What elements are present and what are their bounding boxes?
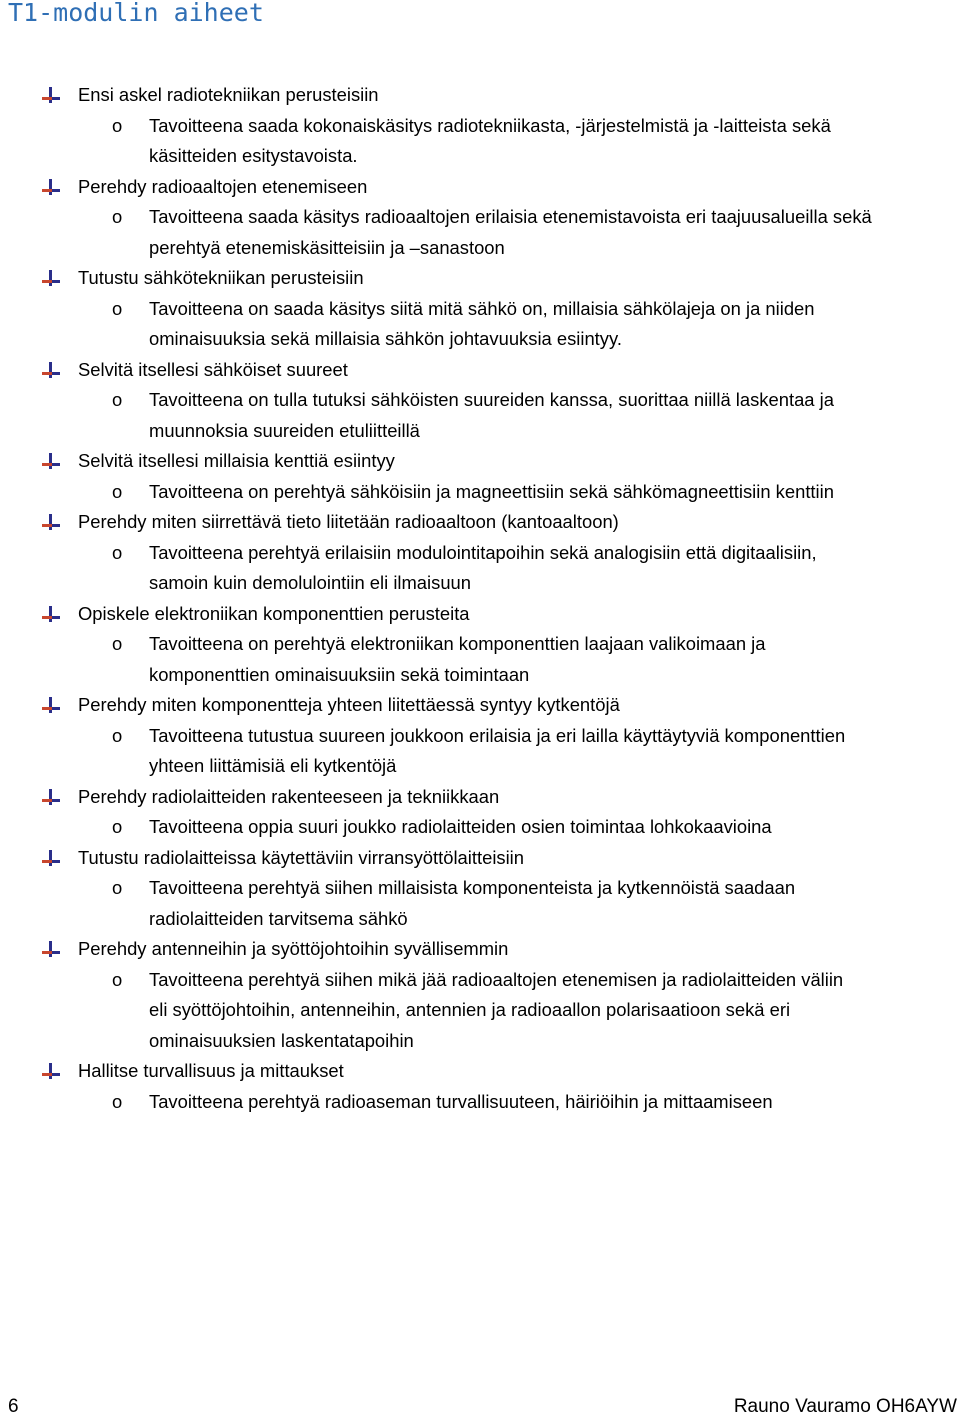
arrow-bullet-icon xyxy=(42,606,60,622)
sub-bullet-marker: o xyxy=(112,633,123,654)
topic-heading xyxy=(0,355,960,386)
topic-item xyxy=(0,782,960,843)
topic-heading xyxy=(0,172,960,203)
arrow-bullet-icon xyxy=(42,87,60,103)
topic-description xyxy=(0,812,960,843)
description-line: komponenttien ominaisuuksiin sekä toimintaan xyxy=(149,663,530,685)
sub-bullet-marker: o xyxy=(112,297,123,319)
arrow-bullet-icon xyxy=(42,789,60,805)
page-title: T1-modulin aiheet xyxy=(8,0,264,27)
topic-description xyxy=(0,1087,960,1118)
topic-heading-text: Perehdy radiolaitteiden rakenteeseen ja tekniikkaan xyxy=(78,785,500,807)
sub-bullet-marker: o xyxy=(112,206,123,227)
topic-item xyxy=(0,355,960,447)
arrow-bullet-icon xyxy=(42,941,60,957)
topic-heading-text: Perehdy radioaaltojen etenemiseen xyxy=(78,175,368,197)
sub-bullet-marker: o xyxy=(112,389,123,410)
topic-heading-text: Tutustu radiolaitteissa käytettäviin virransyöttölaitteisiin xyxy=(78,846,524,868)
topic-item xyxy=(0,263,960,355)
sub-bullet-marker: o xyxy=(112,1090,123,1112)
topic-heading xyxy=(0,599,960,630)
description-line: ominaisuuksia sekä millaisia sähkön johtavuuksia esiintyy. xyxy=(149,328,622,349)
topic-description xyxy=(0,721,960,782)
arrow-bullet-icon xyxy=(42,453,60,469)
topic-description xyxy=(0,111,960,172)
topic-description xyxy=(0,294,960,355)
description-line: Tavoitteena on tulla tutuksi sähköisten suureiden kanssa, suorittaa niillä laskentaa ja xyxy=(149,389,834,410)
topic-description xyxy=(0,385,960,446)
arrow-bullet-icon xyxy=(42,179,60,195)
description-line: ominaisuuksien laskentatapoihin xyxy=(149,1029,414,1051)
description-line: Tavoitteena perehtyä radioaseman turvallisuuteen, häiriöihin ja mittaamiseen xyxy=(149,1090,773,1112)
description-line: muunnoksia suureiden etuliitteillä xyxy=(149,419,420,441)
topic-item xyxy=(0,80,960,172)
topic-description xyxy=(0,477,960,508)
topic-item xyxy=(0,599,960,691)
topic-item xyxy=(0,934,960,1056)
topic-item xyxy=(0,690,960,782)
description-line: Tavoitteena oppia suuri joukko radiolaitteiden osien toimintaa lohkokaavioina xyxy=(149,816,772,837)
arrow-bullet-icon xyxy=(42,270,60,286)
topic-item xyxy=(0,843,960,935)
page-number: 6 xyxy=(8,1396,19,1417)
topic-heading xyxy=(0,1056,960,1087)
topic-heading xyxy=(0,80,960,111)
topic-description xyxy=(0,873,960,934)
description-line: eli syöttöjohtoihin, antenneihin, antennien ja radioaallon polarisaatioon sekä eri xyxy=(149,999,791,1020)
description-line: yhteen liittämisiä eli kytkentöjä xyxy=(149,755,397,776)
topic-heading xyxy=(0,690,960,721)
topic-heading-text: Perehdy antenneihin ja syöttöjohtoihin syvällisemmin xyxy=(78,938,509,959)
sub-bullet-marker: o xyxy=(112,114,123,136)
arrow-bullet-icon xyxy=(42,362,60,378)
topic-heading-text: Selvitä itsellesi millaisia kenttiä esiintyy xyxy=(78,450,395,471)
description-line: Tavoitteena tutustua suureen joukkoon erilaisia ja eri lailla käyttäytyviä komponenttien xyxy=(149,724,846,746)
arrow-bullet-icon xyxy=(42,850,60,866)
topic-description xyxy=(0,202,960,263)
topic-heading xyxy=(0,507,960,538)
sub-bullet-marker: o xyxy=(112,877,123,898)
topic-heading-text: Selvitä itsellesi sähköiset suureet xyxy=(78,358,348,380)
topic-heading xyxy=(0,782,960,813)
description-line: perehtyä etenemiskäsitteisiin ja –sanastoon xyxy=(149,236,505,258)
arrow-bullet-icon xyxy=(42,514,60,530)
topic-heading xyxy=(0,934,960,965)
topic-description xyxy=(0,965,960,1057)
topic-item xyxy=(0,1056,960,1117)
description-line: Tavoitteena on perehtyä sähköisiin ja magneettisiin sekä sähkömagneettisiin kenttiin xyxy=(149,480,834,502)
topic-heading-text: Ensi askel radiotekniikan perusteisiin xyxy=(78,84,379,105)
description-line: Tavoitteena saada kokonaiskäsitys radiotekniikasta, -järjestelmistä ja -laitteista sekä xyxy=(149,114,831,136)
description-line: Tavoitteena on perehtyä elektroniikan komponenttien laajaan valikoimaan ja xyxy=(149,633,766,654)
description-line: radiolaitteiden tarvitsema sähkö xyxy=(149,907,408,929)
footer-author: Rauno Vauramo OH6AYW xyxy=(733,1396,957,1417)
description-line: Tavoitteena saada käsitys radioaaltojen erilaisia etenemistavoista eri taajuusalueilla sekä xyxy=(149,206,872,227)
topic-list xyxy=(0,80,960,1117)
topic-heading-text: Opiskele elektroniikan komponenttien perusteita xyxy=(78,602,470,624)
topic-description xyxy=(0,538,960,599)
sub-bullet-marker: o xyxy=(112,541,123,563)
topic-heading xyxy=(0,263,960,294)
description-line: Tavoitteena perehtyä siihen millaisista komponenteista ja kytkennöistä saadaan xyxy=(149,877,796,898)
description-line: käsitteiden esitystavoista. xyxy=(149,145,358,166)
topic-heading-text: Perehdy miten komponentteja yhteen liitettäessä syntyy kytkentöjä xyxy=(78,694,620,715)
topic-heading-text: Tutustu sähkötekniikan perusteisiin xyxy=(78,267,364,288)
arrow-bullet-icon xyxy=(42,697,60,713)
sub-bullet-marker: o xyxy=(112,968,123,990)
topic-item xyxy=(0,507,960,599)
sub-bullet-marker: o xyxy=(112,724,123,746)
description-line: Tavoitteena perehtyä siihen mikä jää radioaaltojen etenemisen ja radiolaitteiden väliin xyxy=(149,968,844,990)
sub-bullet-marker: o xyxy=(112,816,123,837)
topic-heading-text: Hallitse turvallisuus ja mittaukset xyxy=(78,1060,344,1081)
arrow-bullet-icon xyxy=(42,1063,60,1079)
description-line: Tavoitteena on saada käsitys siitä mitä sähkö on, millaisia sähkölajeja on ja niiden xyxy=(149,297,815,319)
sub-bullet-marker: o xyxy=(112,480,123,502)
topic-description xyxy=(0,629,960,690)
description-line: Tavoitteena perehtyä erilaisiin modulointitapoihin sekä analogisiin että digitaalisiin, xyxy=(149,541,817,563)
description-line: samoin kuin demolulointiin eli ilmaisuun xyxy=(149,572,471,593)
topic-item xyxy=(0,446,960,507)
topic-heading xyxy=(0,843,960,874)
topic-heading-text: Perehdy miten siirrettävä tieto liitetään radioaaltoon (kantoaaltoon) xyxy=(78,511,619,532)
topic-item xyxy=(0,172,960,264)
topic-heading xyxy=(0,446,960,477)
